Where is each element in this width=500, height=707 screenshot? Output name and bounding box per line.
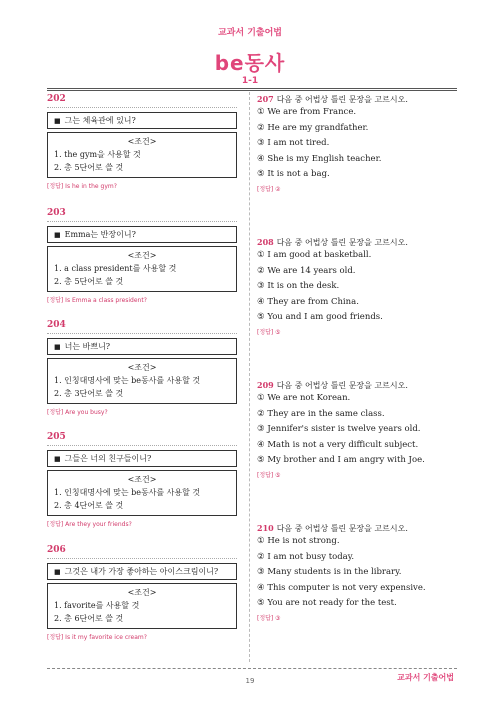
question-header (257, 380, 457, 391)
divider (47, 221, 237, 222)
prompt-text: 그들은 너의 친구들이니? (64, 454, 152, 463)
question-instruction: 다음 중 어법상 틀린 문장을 고르시오. (276, 381, 408, 390)
option: ④ Math is not a very difficult subject. (257, 439, 419, 450)
square-bullet-icon: ■ (54, 231, 61, 239)
prompt-box (47, 563, 237, 580)
square-bullet-icon: ■ (54, 568, 61, 576)
question-header (257, 237, 457, 248)
option: ⑤ It is not a bag. (257, 169, 330, 179)
question-number: 208 (257, 237, 274, 247)
prompt-text: 너는 바쁘니? (64, 342, 111, 351)
option: ③ Many students is in the library. (257, 567, 402, 577)
question-203 (47, 208, 237, 304)
option: ① He is not strong. (257, 536, 340, 546)
condition-box (47, 132, 237, 178)
question-207 (257, 94, 457, 193)
question-instruction: 다음 중 어법상 틀린 문장을 고르시오. (276, 95, 408, 104)
question-210 (257, 523, 457, 622)
question-instruction: 다음 중 어법상 틀린 문장을 고르시오. (276, 524, 408, 533)
condition-box (47, 246, 237, 292)
condition-item: 2. 총 4단어로 쓸 것 (54, 501, 124, 510)
answer-text: [정답] ⑤ (257, 471, 281, 479)
condition-title: <조건> (127, 475, 157, 484)
option: ④ This computer is not very expensive. (257, 582, 426, 593)
condition-box (47, 583, 237, 629)
column-divider (249, 92, 250, 662)
square-bullet-icon: ■ (54, 117, 61, 125)
question-number: 204 (47, 320, 66, 330)
condition-item: 1. favorite를 사용할 것 (54, 601, 140, 610)
option: ⑤ My brother and I am angry with Joe. (257, 455, 425, 465)
condition-item: 1. 인칭대명사에 맞는 be동사를 사용할 것 (54, 376, 201, 385)
answer-text: [정답] Is he in the gym? (47, 183, 117, 190)
divider (47, 445, 237, 446)
subtitle: 1-1 (241, 76, 259, 86)
question-number: 206 (47, 545, 66, 555)
question-number: 210 (257, 523, 274, 533)
question-number: 203 (47, 208, 66, 218)
answer-text: [정답] Are you busy? (47, 409, 108, 416)
question-206 (47, 545, 237, 641)
option: ① We are not Korean. (257, 393, 351, 403)
question-205 (47, 432, 237, 528)
prompt-box (47, 226, 237, 243)
question-209 (257, 380, 457, 479)
question-204 (47, 320, 237, 416)
option: ② I am not busy today. (257, 551, 355, 562)
question-number: 205 (47, 432, 66, 442)
answer-text: [정답] ② (257, 185, 281, 193)
answer-text: [정답] Are they your friends? (47, 521, 132, 528)
top-title: 교과서 기출어법 (218, 28, 282, 38)
condition-item: 2. 총 6단어로 쓸 것 (54, 614, 124, 623)
option: ④ She is my English teacher. (257, 153, 382, 164)
option: ① I am good at basketball. (257, 250, 372, 260)
condition-item: 2. 총 5단어로 쓸 것 (54, 277, 124, 286)
condition-title: <조건> (127, 251, 157, 260)
header-rule-second (47, 90, 457, 91)
question-202 (47, 94, 237, 190)
condition-box (47, 470, 237, 516)
divider (47, 107, 237, 108)
option: ③ I am not tired. (257, 138, 330, 148)
option: ⑤ You are not ready for the test. (257, 598, 397, 608)
square-bullet-icon: ■ (54, 343, 61, 351)
option: ② We are 14 years old. (257, 265, 356, 276)
prompt-box (47, 338, 237, 355)
main-title: be동사 (214, 51, 286, 75)
question-instruction: 다음 중 어법상 틀린 문장을 고르시오. (276, 238, 408, 247)
prompt-text: 그는 체육관에 있니? (64, 116, 136, 125)
page-number: 19 (245, 677, 255, 685)
header-rule (47, 88, 457, 89)
question-header (257, 523, 457, 534)
prompt-box (47, 450, 237, 467)
answer-text: [정답] ③ (257, 614, 281, 622)
square-bullet-icon: ■ (54, 455, 61, 463)
prompt-box (47, 112, 237, 129)
condition-item: 1. 인칭대명사에 맞는 be동사를 사용할 것 (54, 488, 201, 497)
condition-item: 2. 총 3단어로 쓸 것 (54, 389, 124, 398)
answer-text: [정답] Is it my favorite ice cream? (47, 634, 147, 641)
condition-title: <조건> (127, 588, 157, 597)
divider (47, 558, 237, 559)
divider (47, 333, 237, 334)
question-number: 207 (257, 94, 274, 104)
condition-item: 1. a class president를 사용할 것 (54, 264, 177, 273)
question-number: 209 (257, 380, 274, 390)
answer-text: [정답] ⑤ (257, 328, 281, 336)
option: ① We are from France. (257, 107, 357, 117)
footer-rule (47, 668, 457, 669)
condition-item: 2. 총 5단어로 쓸 것 (54, 163, 124, 172)
condition-item: 1. the gym을 사용할 것 (54, 150, 141, 159)
question-number: 202 (47, 94, 66, 104)
condition-box (47, 358, 237, 404)
condition-title: <조건> (127, 363, 157, 372)
question-208 (257, 237, 457, 336)
footer-title: 교과서 기출어법 (397, 673, 454, 682)
option: ④ They are from China. (257, 296, 359, 307)
option: ⑤ You and I am good friends. (257, 312, 383, 322)
option: ③ It is on the desk. (257, 281, 340, 291)
prompt-text: 그것은 내가 가장 좋아하는 아이스크림이니? (64, 567, 219, 576)
option: ③ Jennifer's sister is twelve years old. (257, 424, 421, 434)
answer-text: [정답] Is Emma a class president? (47, 297, 147, 304)
question-header (257, 94, 457, 105)
condition-title: <조건> (127, 137, 157, 146)
option: ② He are my grandfather. (257, 122, 369, 133)
option: ② They are in the same class. (257, 408, 385, 419)
prompt-text: Emma는 반장이니? (64, 230, 136, 239)
